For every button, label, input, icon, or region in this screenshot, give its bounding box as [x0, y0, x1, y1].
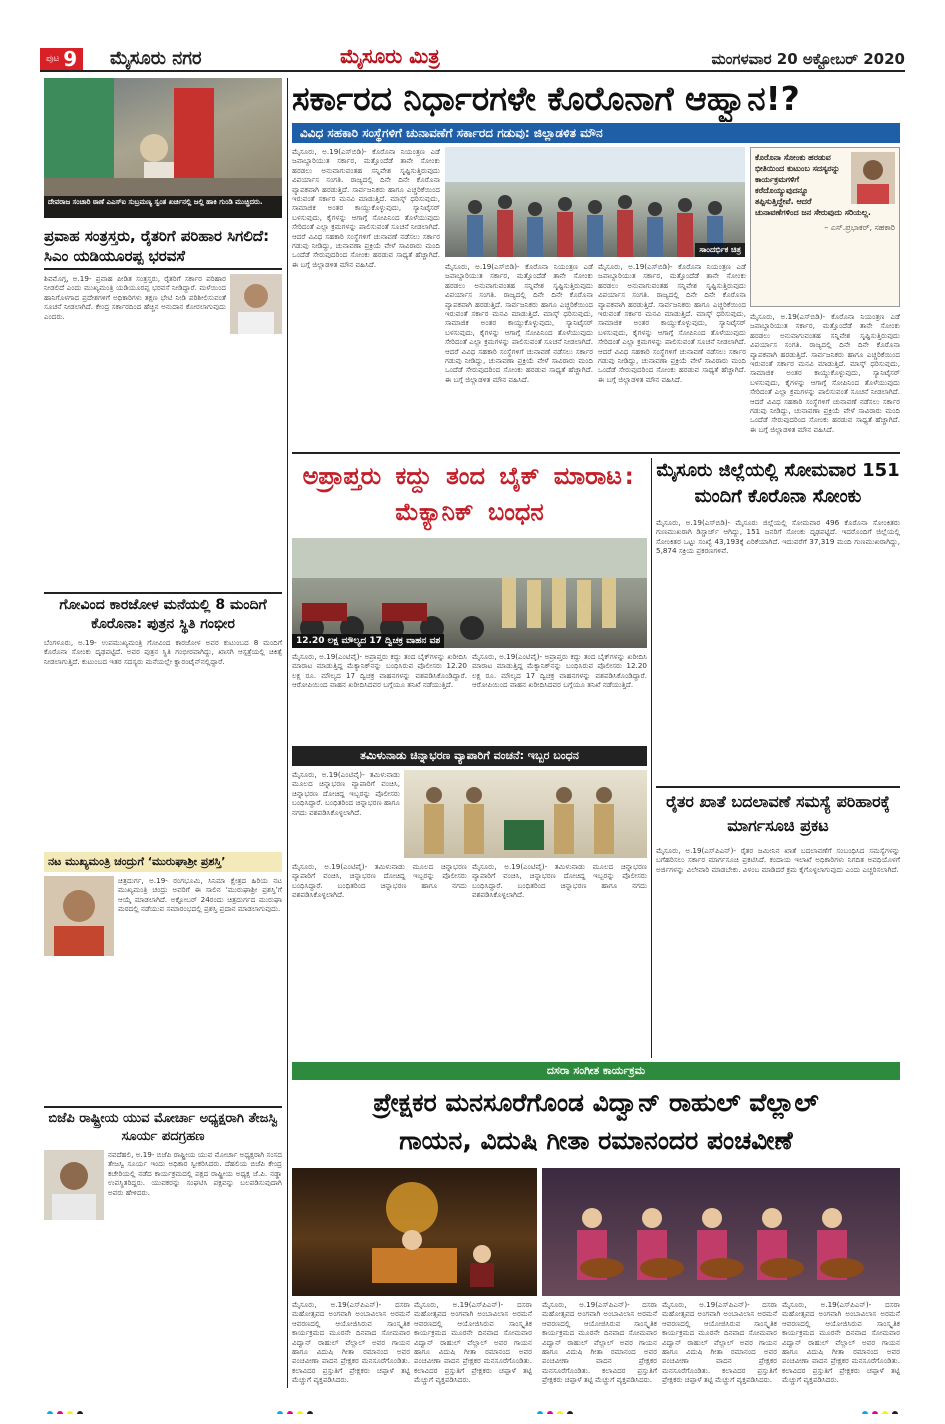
dasara-body-col1: ಮೈಸೂರು, ಅ.19(ಎಸ್‌ಪಿಎನ್)- ದಸರಾ ಮಹೋತ್ಸವದ ಅಂಗವಾಗಿ ಅಂಬಾವಿಲಾಸ ಅರಮನೆ ಆವರಣದಲ್ಲಿ ಆಯೋಜಿಸಿರುವ ಸಾಂಸ್ಕೃತಿಕ ಕಾರ್ಯಕ್ರಮದ ಮೂರನೇ ದಿನವಾದ ಸೋಮವಾರ ವಿದ್ವಾನ್ ರಾಹುಲ್ ವೆಲ್ಲಾಲ್ ಅವರ ಗಾಯನ ಹಾಗೂ ವಿದುಷಿ ಗೀತಾ ರಮಾನಂದ ಅವರ ಪಂಚವೀಣಾ ವಾದನ ಪ್ರೇಕ್ಷಕರ ಮನಸೂರೆಗೊಂಡಿತು. ಕಲಾವಿದರ ಪ್ರಸ್ತುತಿಗೆ ಪ್ರೇಕ್ಷಕರು ಚಪ್ಪಾಳೆ ತಟ್ಟಿ ಮೆಚ್ಚುಗೆ ವ್ಯಕ್ತಪಡಿಸಿದರು. [292, 1300, 410, 1385]
left-top-photo [44, 78, 282, 218]
issue-date: ಮಂಗಳವಾರ 20 ಅಕ್ಟೋಬರ್ 2020 [711, 50, 905, 68]
center-photo-caption: ಸಾಂದರ್ಭಿಕ ಚಿತ್ರ [695, 243, 745, 257]
headline-flood: ಪ್ರವಾಹ ಸಂತ್ರಸ್ತರು, ರೈತರಿಗೆ ಪರಿಹಾರ ಸಿಗಲಿದೆ: ಸಿಎಂ ಯಡಿಯೂರಪ್ಪ ಭರವಸೆ [44, 226, 282, 270]
column-divider [287, 78, 288, 1388]
dasara-headline-line1: ಪ್ರೇಕ್ಷಕರ ಮನಸೂರೆಗೊಂಡ ವಿದ್ವಾನ್ ರಾಹುಲ್ ವೆಲ್ಲಾಲ್ [373, 1088, 819, 1117]
tejasvi-photo [44, 1150, 104, 1220]
covid-headline: ಮೈಸೂರು ಜಿಲ್ಲೆಯಲ್ಲಿ ಸೋಮವಾರ 151 ಮಂದಿಗೆ ಕೊರೊನಾ ಸೋಂಕು [656, 460, 900, 507]
bike-photo-caption: 12.20 ಲಕ್ಷ ಮೌಲ್ಯದ 17 ದ್ವಿಚಕ್ರ ವಾಹನ ವಶ [292, 634, 444, 648]
yediyurappa-photo [230, 274, 282, 334]
lead-subhead-bar [292, 123, 900, 143]
bike-body-col1: ಮೈಸೂರು, ಅ.19(ಎಂಟಿವೈ)- ಅಪ್ರಾಪ್ತರು ಕದ್ದು ತಂದ ಬೈಕ್‌ಗಳನ್ನು ಖರೀದಿಸಿ ಮಾರಾಟ ಮಾಡುತ್ತಿದ್ದ ಮೆಕ್ಯಾನಿಕ್‌ನನ್ನು ಬಂಧಿಸಿರುವ ಪೊಲೀಸರು 12.20 ಲಕ್ಷ ರೂ. ಮೌಲ್ಯದ 17 ದ್ವಿಚಕ್ರ ವಾಹನಗಳನ್ನು ವಶಪಡಿಸಿಕೊಂಡಿದ್ದಾರೆ. ಆರೋಪಿಯಿಂದ ವಾಹನ ಖರೀದಿಸಿದವರ ಬಗ್ಗೆಯೂ ತನಿಖೆ ನಡೆಯುತ್ತಿದೆ. [292, 652, 467, 690]
dasara-banner [292, 1062, 900, 1080]
left-story-flood [44, 226, 282, 586]
quote-text: ಕೊರೊನಾ ಸೋಂಕು ಹರಡುವ ಭೀತಿಯಿಂದ ಕುಟುಂಬ ಸದಸ್ಯರನ್ನು ಕಾರ್ಯಕ್ರಮಗಳಿಗೆ ಕರೆದೊಯ್ಯುವುದನ್ನೂ ತಪ್ಪಿಸುತ್ತಿದ್ದೇವೆ. ಆದರೆ ಚುನಾವಣೆಗಳಿಂದ ಜನ ಸೇರುವುದು ಸರಿಯಲ್ಲ. [755, 153, 871, 217]
jewel-photo [404, 770, 647, 858]
prabhakar-photo [851, 152, 895, 204]
farmers-headline-box [656, 786, 900, 842]
person-portrait-icon [230, 274, 282, 334]
lead-headline: ಸರ್ಕಾರದ ನಿರ್ಧಾರಗಳೇ ಕೊರೊನಾಗೆ ಆಹ್ವಾನ!? [292, 79, 800, 118]
covid-body: ಮೈಸೂರು, ಅ.19(ಎಸ್‌ಬಿಡಿ)- ಮೈಸೂರು ಜಿಲ್ಲೆಯಲ್ಲಿ ಸೋಮವಾರ 496 ಕೊರೊನಾ ಸೋಂಕಿತರು ಗುಣಮುಖರಾಗಿ ಡಿಸ್ಚಾರ್ಜ್ ಆಗಿದ್ದು, 151 ಜನರಿಗೆ ಸೋಂಕು ದೃಢಪಟ್ಟಿದೆ. ಇದರೊಂದಿಗೆ ಜಿಲ್ಲೆಯಲ್ಲಿ ಸೋಂಕಿತರ ಒಟ್ಟು ಸಂಖ್ಯೆ 43,193ಕ್ಕೆ ಏರಿಕೆಯಾಗಿದೆ. ಇದುವರೆಗೆ 37,319 ಮಂದಿ ಗುಣಮುಖರಾಗಿದ್ದು, 5,874 ಸಕ್ರಿಯ ಪ್ರಕರಣಗಳಿವೆ. [656, 518, 900, 556]
body-chandru: ಚಿತ್ರದುರ್ಗ, ಅ.19- ರಂಗಭೂಮಿ, ಸಿನಿಮಾ ಕ್ಷೇತ್ರದ ಹಿರಿಯ ನಟ ಮುಖ್ಯಮಂತ್ರಿ ಚಂದ್ರು ಅವರಿಗೆ ಈ ಸಾಲಿನ ‘ಮುರುಘಾಶ್ರೀ ಪ್ರಶಸ್ತಿ’ಗೆ ಆಯ್ಕೆ ಮಾಡಲಾಗಿದೆ. ಅಕ್ಟೋಬರ್ 24ರಂದು ಚಿತ್ರದುರ್ಗದ ಮುರುಘಾ ಮಠದಲ್ಲಿ ನಡೆಯುವ ಸಮಾರಂಭದಲ್ಲಿ ಪ್ರಶಸ್ತಿ ಪ್ರದಾನ ಮಾಡಲಾಗುವುದು. [118, 876, 282, 914]
covid-headline-box [656, 458, 900, 514]
body-karajol: ಬೆಂಗಳೂರು, ಅ.19- ಉಪಮುಖ್ಯಮಂತ್ರಿ ಗೋವಿಂದ ಕಾರಜೋಳ ಅವರ ಕುಟುಂಬದ 8 ಮಂದಿಗೆ ಕೊರೊನಾ ಸೋಂಕು ದೃಢಪಟ್ಟಿದೆ. ಅವರ ಪುತ್ರನ ಸ್ಥಿತಿ ಗಂಭೀರವಾಗಿದ್ದು, ಖಾಸಗಿ ಆಸ್ಪತ್ರೆಯಲ್ಲಿ ಚಿಕಿತ್ಸೆ ನೀಡಲಾಗುತ್ತಿದೆ. ಕುಟುಂಬದ ಇತರ ಸದಸ್ಯರು ಮನೆಯಲ್ಲೇ ಕ್ವಾರಂಟೈನ್‌ನಲ್ಲಿದ್ದಾರೆ. [44, 638, 282, 666]
body-tejasvi: ನವದೆಹಲಿ, ಅ.19- ಬಿಜೆಪಿ ರಾಷ್ಟ್ರೀಯ ಯುವ ಮೋರ್ಚಾ ಅಧ್ಯಕ್ಷರಾಗಿ ಸಂಸದ ತೇಜಸ್ವಿ ಸೂರ್ಯ ಇಂದು ಅಧಿಕಾರ ಸ್ವೀಕರಿಸಿದರು. ದೆಹಲಿಯ ಬಿಜೆಪಿ ಕೇಂದ್ರ ಕಚೇರಿಯಲ್ಲಿ ನಡೆದ ಕಾರ್ಯಕ್ರಮದಲ್ಲಿ ಪಕ್ಷದ ರಾಷ್ಟ್ರೀಯ ಅಧ್ಯಕ್ಷ ಜೆ.ಪಿ. ನಡ್ಡಾ ಉಪಸ್ಥಿತರಿದ್ದರು. ಯುವಕರನ್ನು ಸಂಘಟಿಸಿ ಪಕ್ಷವನ್ನು ಬಲಪಡಿಸುವುದಾಗಿ ಅವರು ಹೇಳಿದರು. [108, 1150, 282, 1197]
person-portrait-icon [44, 876, 114, 956]
bike-body-col2: ಮೈಸೂರು, ಅ.19(ಎಂಟಿವೈ)- ಅಪ್ರಾಪ್ತರು ಕದ್ದು ತಂದ ಬೈಕ್‌ಗಳನ್ನು ಖರೀದಿಸಿ ಮಾರಾಟ ಮಾಡುತ್ತಿದ್ದ ಮೆಕ್ಯಾನಿಕ್‌ನನ್ನು ಬಂಧಿಸಿರುವ ಪೊಲೀಸರು 12.20 ಲಕ್ಷ ರೂ. ಮೌಲ್ಯದ 17 ದ್ವಿಚಕ್ರ ವಾಹನಗಳನ್ನು ವಶಪಡಿಸಿಕೊಂಡಿದ್ದಾರೆ. ಆರೋಪಿಯಿಂದ ವಾಹನ ಖರೀದಿಸಿದವರ ಬಗ್ಗೆಯೂ ತನಿಖೆ ನಡೆಯುತ್ತಿದೆ. [472, 652, 647, 690]
quote-box [750, 147, 900, 307]
headline-tejasvi: ಬಿಜೆಪಿ ರಾಷ್ಟ್ರೀಯ ಯುವ ಮೋರ್ಚಾ ಅಧ್ಯಕ್ಷರಾಗಿ ತೇಜಸ್ವಿ ಸೂರ್ಯ ಪದಗ್ರಹಣ [44, 1106, 282, 1146]
seized-bikes-illustration [292, 538, 647, 648]
headline-karajol: ಗೋವಿಂದ ಕಾರಜೋಳ ಮನೆಯಲ್ಲಿ 8 ಮಂದಿಗೆ ಕೊರೊನಾ: ಪುತ್ರನ ಸ್ಥಿತಿ ಗಂಭೀರ [44, 592, 282, 634]
chandru-photo [44, 876, 114, 956]
page-header [40, 44, 905, 72]
left-story-tejasvi [44, 1106, 282, 1396]
print-registration-dots [40, 1409, 905, 1414]
crowd-photo [445, 147, 745, 257]
dasara-body-col2: ಮೈಸೂರು, ಅ.19(ಎಸ್‌ಪಿಎನ್)- ದಸರಾ ಮಹೋತ್ಸವದ ಅಂಗವಾಗಿ ಅಂಬಾವಿಲಾಸ ಅರಮನೆ ಆವರಣದಲ್ಲಿ ಆಯೋಜಿಸಿರುವ ಸಾಂಸ್ಕೃತಿಕ ಕಾರ್ಯಕ್ರಮದ ಮೂರನೇ ದಿನವಾದ ಸೋಮವಾರ ವಿದ್ವಾನ್ ರಾಹುಲ್ ವೆಲ್ಲಾಲ್ ಅವರ ಗಾಯನ ಹಾಗೂ ವಿದುಷಿ ಗೀತಾ ರಮಾನಂದ ಅವರ ಪಂಚವೀಣಾ ವಾದನ ಪ್ರೇಕ್ಷಕರ ಮನಸೂರೆಗೊಂಡಿತು. ಕಲಾವಿದರ ಪ್ರಸ್ತುತಿಗೆ ಪ್ರೇಕ್ಷಕರು ಚಪ್ಪಾಳೆ ತಟ್ಟಿ ಮೆಚ್ಚುಗೆ ವ್ಯಕ್ತಪಡಿಸಿದರು. [414, 1300, 532, 1385]
veena-ensemble-illustration [542, 1168, 900, 1296]
lead-subhead: ವಿವಿಧ ಸಹಕಾರಿ ಸಂಸ್ಥೆಗಳಿಗೆ ಚುನಾವಣೆಗೆ ಸರ್ಕಾರದ ಗಡುವು: ಜಿಲ್ಲಾಡಳಿತ ಮೌನ [300, 126, 603, 140]
lead-body-col1: ಮೈಸೂರು, ಅ.19(ಎಸ್‌ಬಿಡಿ)- ಕೊರೊನಾ ನಿಯಂತ್ರಣ ಎಡೆ ಜವಾಬ್ದಾರಿಯುತ ಸರ್ಕಾರ, ಮತ್ತೊಂದೆಡೆ ತಾನೇ ಸೋಂಕು ಹರಡಲು ಅನುವಾಗುವಂತಹ ಸನ್ನಿವೇಶ ಸೃಷ್ಟಿಸುತ್ತಿರುವುದು ವಿಪರ್ಯಾಸ ಸಂಗತಿ. ರಾಜ್ಯದಲ್ಲಿ ದಿನೇ ದಿನೇ ಕೊರೊನಾ ವ್ಯಾಪಕವಾಗಿ ಹರಡುತ್ತಿದೆ. ಸಾರ್ವಜನಿಕರು ಹಾಗೂ ಎಚ್ಚರಿಕೆಯಿಂದ ಇರುವಂತೆ ಸರ್ಕಾರ ಮನವಿ ಮಾಡುತ್ತಿದೆ. ಮಾಸ್ಕ್ ಧರಿಸುವುದು, ಸಾಮಾಜಿಕ ಅಂತರ ಕಾಯ್ದುಕೊಳ್ಳುವುದು, ಸ್ಯಾನಿಟೈಸರ್ ಬಳಸುವುದು, ಕೈಗಳನ್ನು ಆಗಾಗ್ಗೆ ಸೋಪಿನಿಂದ ತೊಳೆಯುವುದು ಸೇರಿದಂತೆ ಎಲ್ಲಾ ಕ್ರಮಗಳನ್ನು ಪಾಲಿಸುವಂತೆ ಸೂಚನೆ ನೀಡಲಾಗಿದೆ. ಆದರೆ ವಿವಿಧ ಸಹಕಾರಿ ಸಂಸ್ಥೆಗಳಿಗೆ ಚುನಾವಣೆ ನಡೆಸಲು ಸರ್ಕಾರ ಗಡುವು ನೀಡಿದ್ದು, ಚುನಾವಣಾ ಪ್ರಕ್ರಿಯೆ ವೇಳೆ ಸಾವಿರಾರು ಮಂದಿ ಒಂದೆಡೆ ಸೇರುವುದರಿಂದ ಸೋಂಕು ಹರಡುವ ಸಾಧ್ಯತೆ ಹೆಚ್ಚಾಗಿದೆ. ಈ ಬಗ್ಗೆ ಜಿಲ್ಲಾಡಳಿತ ಮೌನ ವಹಿಸಿದೆ. [292, 147, 440, 269]
masthead-logo: ಮೈಸೂರು ಮಿತ್ರ [340, 44, 440, 68]
page-word: ಪುಟ [46, 54, 60, 64]
dasara-banner-text: ದಸರಾ ಸಂಗೀತ ಕಾರ್ಯಕ್ರಮ [546, 1064, 646, 1077]
lead-headline-box [292, 78, 900, 122]
concert-stage-illustration [292, 1168, 537, 1296]
left-story-karajol [44, 592, 282, 842]
registration-marks [40, 1404, 905, 1414]
jewel-body-col2: ಮೈಸೂರು, ಅ.19(ಎಂಟಿವೈ)- ತಮಿಳುನಾಡು ಮೂಲದ ಚಿನ್ನಾಭರಣ ವ್ಯಾಪಾರಿಗೆ ವಂಚಿಸಿ, ಚಿನ್ನಾಭರಣ ದೋಚಿದ್ದ ಇಬ್ಬರನ್ನು ಪೊಲೀಸರು ಬಂಧಿಸಿದ್ದಾರೆ. ಬಂಧಿತರಿಂದ ಚಿನ್ನಾಭರಣ ಹಾಗೂ ನಗದು ವಶಪಡಿಸಿಕೊಳ್ಳಲಾಗಿದೆ. [292, 862, 467, 900]
dasara-photo-veena [542, 1168, 900, 1296]
jewel-headline: ತಮಿಳುನಾಡು ಚಿನ್ನಾಭರಣ ವ್ಯಾಪಾರಿಗೆ ವಂಚನೆ: ಇಬ್ಬರ ಬಂಧನ [360, 749, 579, 762]
lead-body-col2: ಮೈಸೂರು, ಅ.19(ಎಸ್‌ಬಿಡಿ)- ಕೊರೊನಾ ನಿಯಂತ್ರಣ ಎಡೆ ಜವಾಬ್ದಾರಿಯುತ ಸರ್ಕಾರ, ಮತ್ತೊಂದೆಡೆ ತಾನೇ ಸೋಂಕು ಹರಡಲು ಅನುವಾಗುವಂತಹ ಸನ್ನಿವೇಶ ಸೃಷ್ಟಿಸುತ್ತಿರುವುದು ವಿಪರ್ಯಾಸ ಸಂಗತಿ. ರಾಜ್ಯದಲ್ಲಿ ದಿನೇ ದಿನೇ ಕೊರೊನಾ ವ್ಯಾಪಕವಾಗಿ ಹರಡುತ್ತಿದೆ. ಸಾರ್ವಜನಿಕರು ಹಾಗೂ ಎಚ್ಚರಿಕೆಯಿಂದ ಇರುವಂತೆ ಸರ್ಕಾರ ಮನವಿ ಮಾಡುತ್ತಿದೆ. ಮಾಸ್ಕ್ ಧರಿಸುವುದು, ಸಾಮಾಜಿಕ ಅಂತರ ಕಾಯ್ದುಕೊಳ್ಳುವುದು, ಸ್ಯಾನಿಟೈಸರ್ ಬಳಸುವುದು, ಕೈಗಳನ್ನು ಆಗಾಗ್ಗೆ ಸೋಪಿನಿಂದ ತೊಳೆಯುವುದು ಸೇರಿದಂತೆ ಎಲ್ಲಾ ಕ್ರಮಗಳನ್ನು ಪಾಲಿಸುವಂತೆ ಸೂಚನೆ ನೀಡಲಾಗಿದೆ. ಆದರೆ ವಿವಿಧ ಸಹಕಾರಿ ಸಂಸ್ಥೆಗಳಿಗೆ ಚುನಾವಣೆ ನಡೆಸಲು ಸರ್ಕಾರ ಗಡುವು ನೀಡಿದ್ದು, ಚುನಾವಣಾ ಪ್ರಕ್ರಿಯೆ ವೇಳೆ ಸಾವಿರಾರು ಮಂದಿ ಒಂದೆಡೆ ಸೇರುವುದರಿಂದ ಸೋಂಕು ಹರಡುವ ಸಾಧ್ಯತೆ ಹೆಚ್ಚಾಗಿದೆ. ಈ ಬಗ್ಗೆ ಜಿಲ್ಲಾಡಳಿತ ಮೌನ ವಹಿಸಿದೆ. [445, 262, 593, 384]
bike-headline: ಅಪ್ರಾಪ್ತರು ಕದ್ದು ತಂದ ಬೈಕ್ ಮಾರಾಟ: ಮೆಕ್ಯಾನಿಕ್ ಬಂಧನ [302, 462, 637, 526]
dasara-body-col4: ಮೈಸೂರು, ಅ.19(ಎಸ್‌ಪಿಎನ್)- ದಸರಾ ಮಹೋತ್ಸವದ ಅಂಗವಾಗಿ ಅಂಬಾವಿಲಾಸ ಅರಮನೆ ಆವರಣದಲ್ಲಿ ಆಯೋಜಿಸಿರುವ ಸಾಂಸ್ಕೃತಿಕ ಕಾರ್ಯಕ್ರಮದ ಮೂರನೇ ದಿನವಾದ ಸೋಮವಾರ ವಿದ್ವಾನ್ ರಾಹುಲ್ ವೆಲ್ಲಾಲ್ ಅವರ ಗಾಯನ ಹಾಗೂ ವಿದುಷಿ ಗೀತಾ ರಮಾನಂದ ಅವರ ಪಂಚವೀಣಾ ವಾದನ ಪ್ರೇಕ್ಷಕರ ಮನಸೂರೆಗೊಂಡಿತು. ಕಲಾವಿದರ ಪ್ರಸ್ತುತಿಗೆ ಪ್ರೇಕ್ಷಕರು ಚಪ್ಪಾಳೆ ತಟ್ಟಿ ಮೆಚ್ಚುಗೆ ವ್ಯಕ್ತಪಡಿಸಿದರು. [662, 1300, 777, 1385]
quote-attribution: – ಎಸ್.ಪ್ರಭಾಕರ್, ಸಹಕಾರಿ [824, 223, 895, 232]
jewel-headline-bar [292, 746, 647, 766]
bike-photo [292, 538, 647, 648]
dasara-body-col5: ಮೈಸೂರು, ಅ.19(ಎಸ್‌ಪಿಎನ್)- ದಸರಾ ಮಹೋತ್ಸವದ ಅಂಗವಾಗಿ ಅಂಬಾವಿಲಾಸ ಅರಮನೆ ಆವರಣದಲ್ಲಿ ಆಯೋಜಿಸಿರುವ ಸಾಂಸ್ಕೃತಿಕ ಕಾರ್ಯಕ್ರಮದ ಮೂರನೇ ದಿನವಾದ ಸೋಮವಾರ ವಿದ್ವಾನ್ ರಾಹುಲ್ ವೆಲ್ಲಾಲ್ ಅವರ ಗಾಯನ ಹಾಗೂ ವಿದುಷಿ ಗೀತಾ ರಮಾನಂದ ಅವರ ಪಂಚವೀಣಾ ವಾದನ ಪ್ರೇಕ್ಷಕರ ಮನಸೂರೆಗೊಂಡಿತು. ಕಲಾವಿದರ ಪ್ರಸ್ತುತಿಗೆ ಪ್ರೇಕ್ಷಕರು ಚಪ್ಪಾಳೆ ತಟ್ಟಿ ಮೆಚ್ಚುಗೆ ವ್ಯಕ್ತಪಡಿಸಿದರು. [782, 1300, 900, 1385]
police-group-illustration [404, 770, 647, 858]
left-photo-caption: ದೇವರಾಜ ಸಂಚಾರಿ ಠಾಣೆ ಎಎಸ್‌ಐ ಸುಬ್ರಮಣ್ಯ ಸ್ವಂತ ಖರ್ಚಿನಲ್ಲಿ ಜಲ್ಲಿ ಹಾಕಿ ಗುಂಡಿ ಮುಚ್ಚಿದರು. [44, 196, 282, 218]
column-divider-right [651, 458, 652, 1058]
person-portrait-icon [44, 1150, 104, 1220]
farmers-body: ಮೈಸೂರು, ಅ.19(ಎಸ್‌ಪಿಎನ್)- ರೈತರ ಜಮೀನಿನ ಖಾತೆ ಬದಲಾವಣೆಗೆ ಸಂಬಂಧಿಸಿದ ಸಮಸ್ಯೆಗಳನ್ನು ಬಗೆಹರಿಸಲು ಸರ್ಕಾರ ಮಾರ್ಗಸೂಚಿ ಪ್ರಕಟಿಸಿದೆ. ಕಂದಾಯ ಇಲಾಖೆ ಅಧಿಕಾರಿಗಳು ನಿಗದಿತ ಅವಧಿಯೊಳಗೆ ಅರ್ಜಿಗಳನ್ನು ವಿಲೇವಾರಿ ಮಾಡಬೇಕು. ವಿಳಂಬ ಮಾಡಿದರೆ ಕ್ರಮ ಕೈಗೊಳ್ಳಲಾಗುವುದು ಎಂದು ಎಚ್ಚರಿಸಲಾಗಿದೆ. [656, 846, 900, 874]
person-portrait-icon [851, 152, 895, 204]
crowd-illustration [445, 147, 745, 257]
lead-body-col4: ಮೈಸೂರು, ಅ.19(ಎಸ್‌ಬಿಡಿ)- ಕೊರೊನಾ ನಿಯಂತ್ರಣ ಎಡೆ ಜವಾಬ್ದಾರಿಯುತ ಸರ್ಕಾರ, ಮತ್ತೊಂದೆಡೆ ತಾನೇ ಸೋಂಕು ಹರಡಲು ಅನುವಾಗುವಂತಹ ಸನ್ನಿವೇಶ ಸೃಷ್ಟಿಸುತ್ತಿರುವುದು ವಿಪರ್ಯಾಸ ಸಂಗತಿ. ರಾಜ್ಯದಲ್ಲಿ ದಿನೇ ದಿನೇ ಕೊರೊನಾ ವ್ಯಾಪಕವಾಗಿ ಹರಡುತ್ತಿದೆ. ಸಾರ್ವಜನಿಕರು ಹಾಗೂ ಎಚ್ಚರಿಕೆಯಿಂದ ಇರುವಂತೆ ಸರ್ಕಾರ ಮನವಿ ಮಾಡುತ್ತಿದೆ. ಮಾಸ್ಕ್ ಧರಿಸುವುದು, ಸಾಮಾಜಿಕ ಅಂತರ ಕಾಯ್ದುಕೊಳ್ಳುವುದು, ಸ್ಯಾನಿಟೈಸರ್ ಬಳಸುವುದು, ಕೈಗಳನ್ನು ಆಗಾಗ್ಗೆ ಸೋಪಿನಿಂದ ತೊಳೆಯುವುದು ಸೇರಿದಂತೆ ಎಲ್ಲಾ ಕ್ರಮಗಳನ್ನು ಪಾಲಿಸುವಂತೆ ಸೂಚನೆ ನೀಡಲಾಗಿದೆ. ಆದರೆ ವಿವಿಧ ಸಹಕಾರಿ ಸಂಸ್ಥೆಗಳಿಗೆ ಚುನಾವಣೆ ನಡೆಸಲು ಸರ್ಕಾರ ಗಡುವು ನೀಡಿದ್ದು, ಚುನಾವಣಾ ಪ್ರಕ್ರಿಯೆ ವೇಳೆ ಸಾವಿರಾರು ಮಂದಿ ಒಂದೆಡೆ ಸೇರುವುದರಿಂದ ಸೋಂಕು ಹರಡುವ ಸಾಧ್ಯತೆ ಹೆಚ್ಚಾಗಿದೆ. ಈ ಬಗ್ಗೆ ಜಿಲ್ಲಾಡಳಿತ ಮೌನ ವಹಿಸಿದೆ. [750, 312, 900, 434]
page-number: 9 [63, 47, 78, 71]
section-name: ಮೈಸೂರು ನಗರ [110, 48, 202, 69]
headline-chandru: ನಟ ಮುಖ್ಯಮಂತ್ರಿ ಚಂದ್ರುಗೆ ‘ಮುರುಘಾಶ್ರೀ ಪ್ರಶಸ್ತಿ’ [44, 852, 282, 872]
farmers-headline: ರೈತರ ಖಾತೆ ಬದಲಾವಣೆ ಸಮಸ್ಯೆ ಪರಿಹಾರಕ್ಕೆ ಮಾರ್ಗಸೂಚಿ ಪ್ರಕಟ [666, 792, 890, 835]
left-story-chandru [44, 852, 282, 1097]
dasara-body-col3: ಮೈಸೂರು, ಅ.19(ಎಸ್‌ಪಿಎನ್)- ದಸರಾ ಮಹೋತ್ಸವದ ಅಂಗವಾಗಿ ಅಂಬಾವಿಲಾಸ ಅರಮನೆ ಆವರಣದಲ್ಲಿ ಆಯೋಜಿಸಿರುವ ಸಾಂಸ್ಕೃತಿಕ ಕಾರ್ಯಕ್ರಮದ ಮೂರನೇ ದಿನವಾದ ಸೋಮವಾರ ವಿದ್ವಾನ್ ರಾಹುಲ್ ವೆಲ್ಲಾಲ್ ಅವರ ಗಾಯನ ಹಾಗೂ ವಿದುಷಿ ಗೀತಾ ರಮಾನಂದ ಅವರ ಪಂಚವೀಣಾ ವಾದನ ಪ್ರೇಕ್ಷಕರ ಮನಸೂರೆಗೊಂಡಿತು. ಕಲಾವಿದರ ಪ್ರಸ್ತುತಿಗೆ ಪ್ರೇಕ್ಷಕರು ಚಪ್ಪಾಳೆ ತಟ್ಟಿ ಮೆಚ್ಚುಗೆ ವ್ಯಕ್ತಪಡಿಸಿದರು. [542, 1300, 657, 1385]
jewel-body-col3: ಮೈಸೂರು, ಅ.19(ಎಂಟಿವೈ)- ತಮಿಳುನಾಡು ಮೂಲದ ಚಿನ್ನಾಭರಣ ವ್ಯಾಪಾರಿಗೆ ವಂಚಿಸಿ, ಚಿನ್ನಾಭರಣ ದೋಚಿದ್ದ ಇಬ್ಬರನ್ನು ಪೊಲೀಸರು ಬಂಧಿಸಿದ್ದಾರೆ. ಬಂಧಿತರಿಂದ ಚಿನ್ನಾಭರಣ ಹಾಗೂ ನಗದು ವಶಪಡಿಸಿಕೊಳ್ಳಲಾಗಿದೆ. [472, 862, 647, 900]
bike-headline-box [292, 458, 647, 536]
lead-body-col3: ಮೈಸೂರು, ಅ.19(ಎಸ್‌ಬಿಡಿ)- ಕೊರೊನಾ ನಿಯಂತ್ರಣ ಎಡೆ ಜವಾಬ್ದಾರಿಯುತ ಸರ್ಕಾರ, ಮತ್ತೊಂದೆಡೆ ತಾನೇ ಸೋಂಕು ಹರಡಲು ಅನುವಾಗುವಂತಹ ಸನ್ನಿವೇಶ ಸೃಷ್ಟಿಸುತ್ತಿರುವುದು ವಿಪರ್ಯಾಸ ಸಂಗತಿ. ರಾಜ್ಯದಲ್ಲಿ ದಿನೇ ದಿನೇ ಕೊರೊನಾ ವ್ಯಾಪಕವಾಗಿ ಹರಡುತ್ತಿದೆ. ಸಾರ್ವಜನಿಕರು ಹಾಗೂ ಎಚ್ಚರಿಕೆಯಿಂದ ಇರುವಂತೆ ಸರ್ಕಾರ ಮನವಿ ಮಾಡುತ್ತಿದೆ. ಮಾಸ್ಕ್ ಧರಿಸುವುದು, ಸಾಮಾಜಿಕ ಅಂತರ ಕಾಯ್ದುಕೊಳ್ಳುವುದು, ಸ್ಯಾನಿಟೈಸರ್ ಬಳಸುವುದು, ಕೈಗಳನ್ನು ಆಗಾಗ್ಗೆ ಸೋಪಿನಿಂದ ತೊಳೆಯುವುದು ಸೇರಿದಂತೆ ಎಲ್ಲಾ ಕ್ರಮಗಳನ್ನು ಪಾಲಿಸುವಂತೆ ಸೂಚನೆ ನೀಡಲಾಗಿದೆ. ಆದರೆ ವಿವಿಧ ಸಹಕಾರಿ ಸಂಸ್ಥೆಗಳಿಗೆ ಚುನಾವಣೆ ನಡೆಸಲು ಸರ್ಕಾರ ಗಡುವು ನೀಡಿದ್ದು, ಚುನಾವಣಾ ಪ್ರಕ್ರಿಯೆ ವೇಳೆ ಸಾವಿರಾರು ಮಂದಿ ಒಂದೆಡೆ ಸೇರುವುದರಿಂದ ಸೋಂಕು ಹರಡುವ ಸಾಧ್ಯತೆ ಹೆಚ್ಚಾಗಿದೆ. ಈ ಬಗ್ಗೆ ಜಿಲ್ಲಾಡಳಿತ ಮೌನ ವಹಿಸಿದೆ. [598, 262, 746, 384]
body-flood: ಶಿವಮೊಗ್ಗ, ಅ.19- ಪ್ರವಾಹ ಪೀಡಿತ ಸಂತ್ರಸ್ತರು, ರೈತರಿಗೆ ಸರ್ಕಾರ ಪರಿಹಾರ ನೀಡಲಿದೆ ಎಂದು ಮುಖ್ಯಮಂತ್ರಿ ಯಡಿಯೂರಪ್ಪ ಭರವಸೆ ನೀಡಿದ್ದಾರೆ. ಮಳೆಯಿಂದ ಹಾನಿಗೊಳಗಾದ ಪ್ರದೇಶಗಳಿಗೆ ಅಧಿಕಾರಿಗಳು ತಕ್ಷಣ ಭೇಟಿ ನೀಡಿ ಪರಿಶೀಲಿಸುವಂತೆ ಸೂಚನೆ ನೀಡಲಾಗಿದೆ. ಕೇಂದ್ರ ಸರ್ಕಾರದಿಂದ ಹೆಚ್ಚಿನ ಅನುದಾನ ಕೋರಲಾಗುವುದು ಎಂದರು. [44, 274, 226, 321]
dasara-headline-box [292, 1084, 900, 1164]
dasara-headline-line2: ಗಾಯನ, ವಿದುಷಿ ಗೀತಾ ರಮಾನಂದರ ಪಂಚವೀಣೆ [399, 1126, 793, 1155]
page-number-badge [40, 48, 83, 70]
hr-lead-bottom [292, 452, 900, 454]
dasara-photo-singer [292, 1168, 537, 1296]
jewel-body-col1: ಮೈಸೂರು, ಅ.19(ಎಂಟಿವೈ)- ತಮಿಳುನಾಡು ಮೂಲದ ಚಿನ್ನಾಭರಣ ವ್ಯಾಪಾರಿಗೆ ವಂಚಿಸಿ, ಚಿನ್ನಾಭರಣ ದೋಚಿದ್ದ ಇಬ್ಬರನ್ನು ಪೊಲೀಸರು ಬಂಧಿಸಿದ್ದಾರೆ. ಬಂಧಿತರಿಂದ ಚಿನ್ನಾಭರಣ ಹಾಗೂ ನಗದು ವಶಪಡಿಸಿಕೊಳ್ಳಲಾಗಿದೆ. [292, 770, 400, 817]
